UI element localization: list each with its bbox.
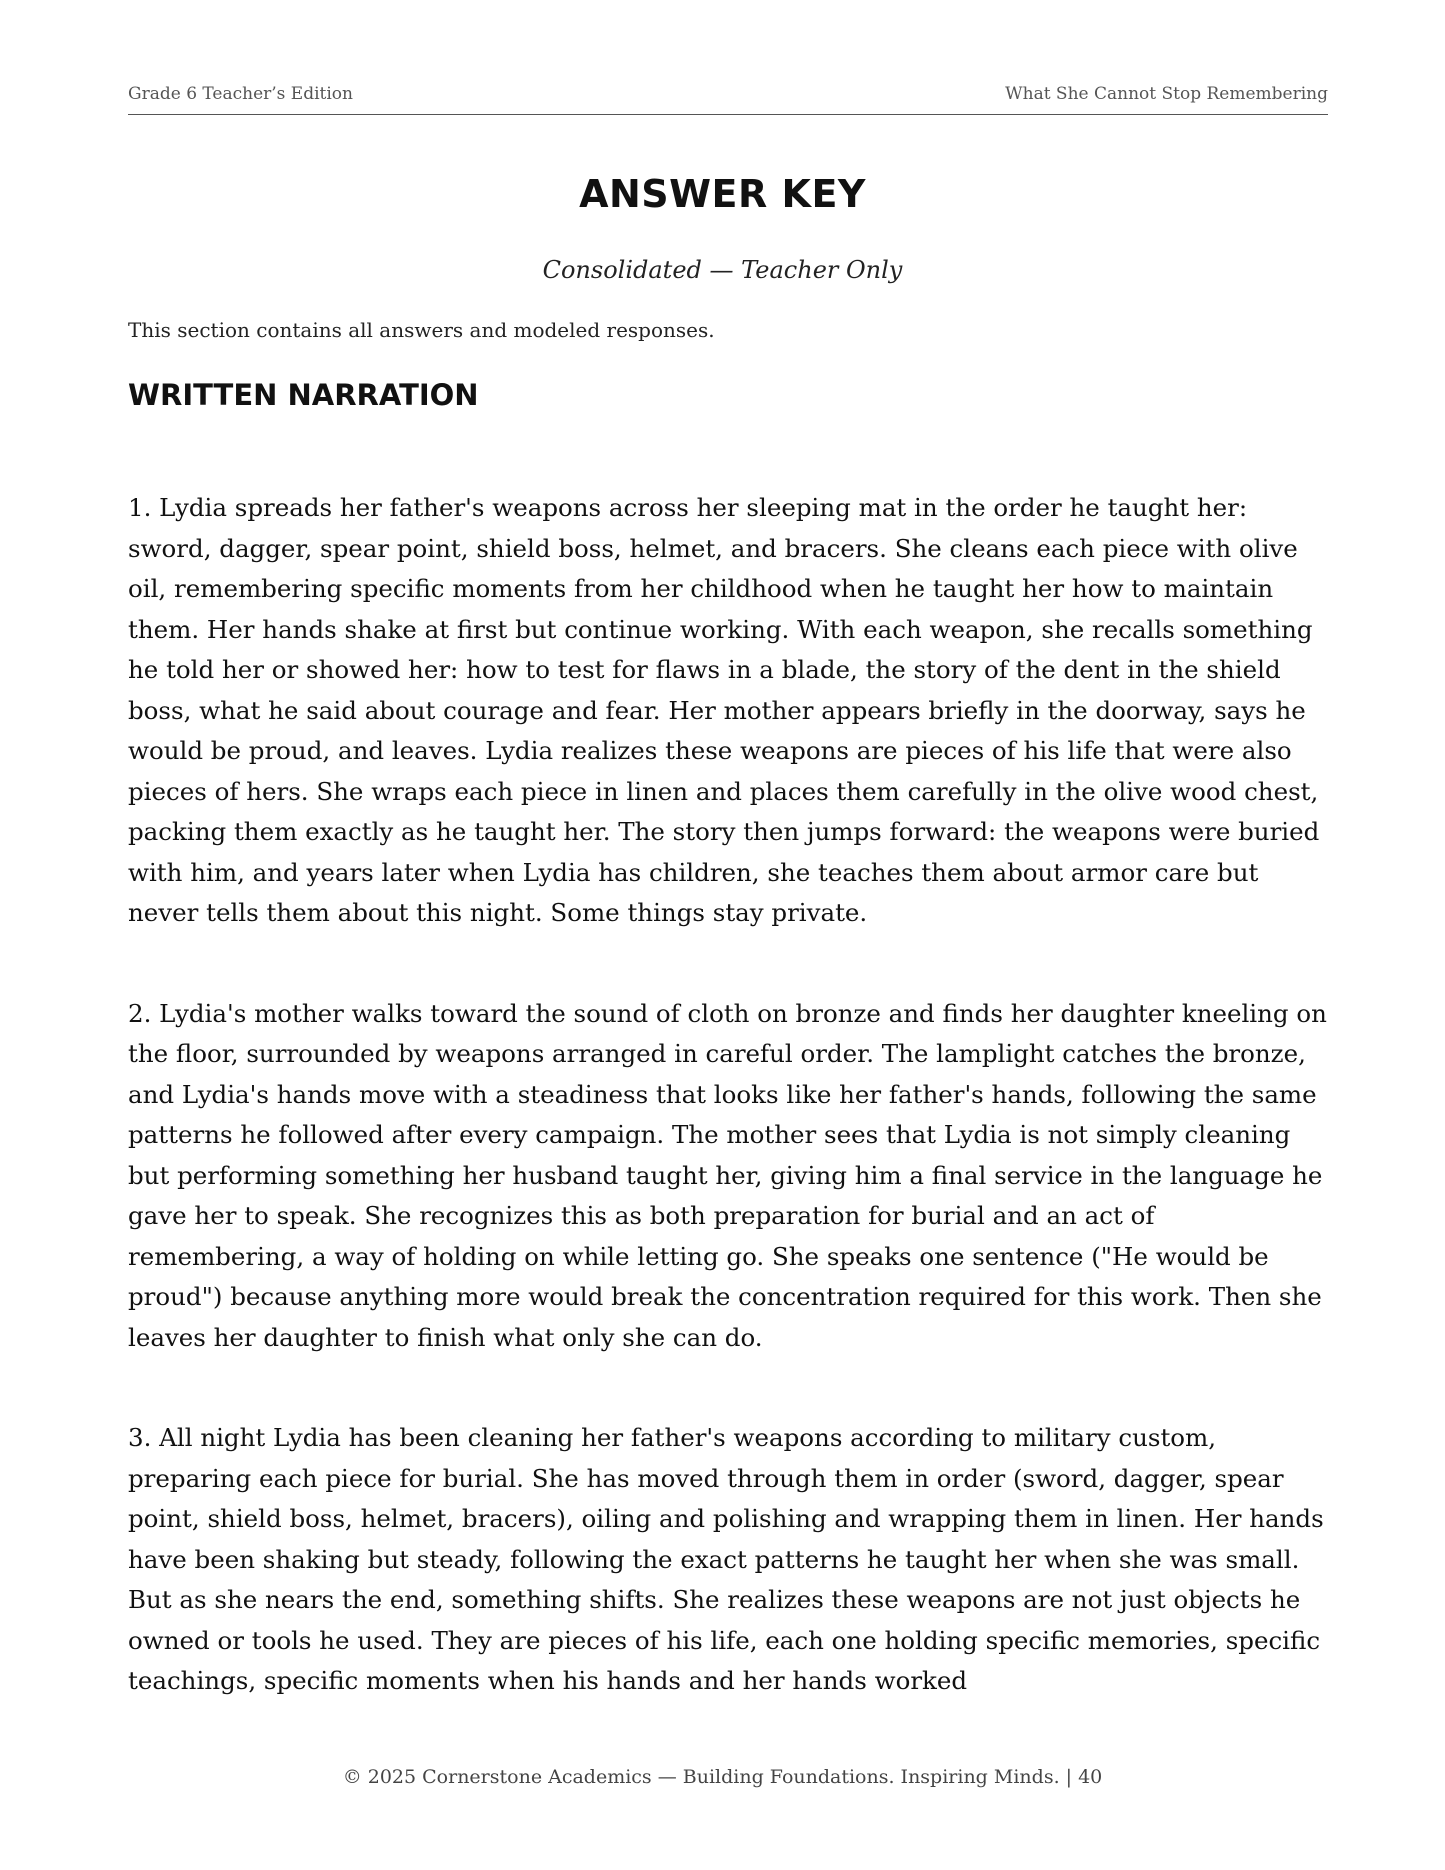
page-footer: © 2025 Cornerstone Academics — Building Foundations. Inspiring Minds. | 40 xyxy=(342,1766,1103,1788)
section-heading: WRITTEN NARRATION xyxy=(128,378,479,412)
answer-1: 1. Lydia spreads her father's weapons across her sleeping mat in the order he taught her: sword, dagger, spear point, shield boss, helmet, and bracers. She cleans each piece with olive oil, remembering specific moments from her childhood when he taught her how to maintain them. Her hands shake at first but continue working. With each weapon, she recalls something he told her or showed her: how to test for flaws in a blade, the story of the dent in the shield boss, what he said about courage and fear. Her mother appears briefly in the doorway, says he would be proud, and leaves. Lydia realizes these weapons are pieces of his life that were also pieces of hers. She wraps each piece in linen and places them carefully in the olive wood chest, packing them exactly as he taught her. The story then jumps forward: the weapons were buried with him, and years later when Lydia has children, she teaches them about armor care but never tells them about this night. Some things stay private. xyxy=(128,493,1320,927)
header-unit-title: What She Cannot Stop Remembering xyxy=(1005,84,1328,104)
running-header xyxy=(128,84,1328,115)
answer-3: 3. All night Lydia has been cleaning her father's weapons according to military custom, preparing each piece for burial. She has moved through them in order (sword, dagger, spear point, shield boss, helmet, bracers), oiling and polishing and wrapping them in linen. Her hands have been shaking but steady, following the exact patterns he taught her when she was small. But as she nears the end, something shifts. She realizes these weapons are not just objects he owned or tools he used. They are pieces of his life, each one holding specific memories, specific teachings, specific moments when his hands and her hands worked xyxy=(128,1423,1324,1695)
answer-list xyxy=(128,488,1328,1762)
page-subtitle: Consolidated — Teacher Only xyxy=(542,256,903,284)
header-course-label: Grade 6 Teacher’s Edition xyxy=(128,84,353,104)
answer-2: 2. Lydia's mother walks toward the sound of cloth on bronze and finds her daughter kneeling on the floor, surrounded by weapons arranged in careful order. The lamplight catches the bronze, and Lydia's hands move with a steadiness that looks like her father's hands, following the same patterns he followed after every campaign. The mother sees that Lydia is not simply cleaning but performing something her husband taught her, giving him a final service in the language he gave her to speak. She recognizes this as both preparation for burial and an act of remembering, a way of holding on while letting go. She speaks one sentence ("He would be proud") because anything more would break the concentration required for this work. Then she leaves her daughter to finish what only she can do. xyxy=(128,998,1327,1352)
intro-text: This section contains all answers and modeled responses. xyxy=(128,318,715,342)
page-title: ANSWER KEY xyxy=(579,172,866,216)
